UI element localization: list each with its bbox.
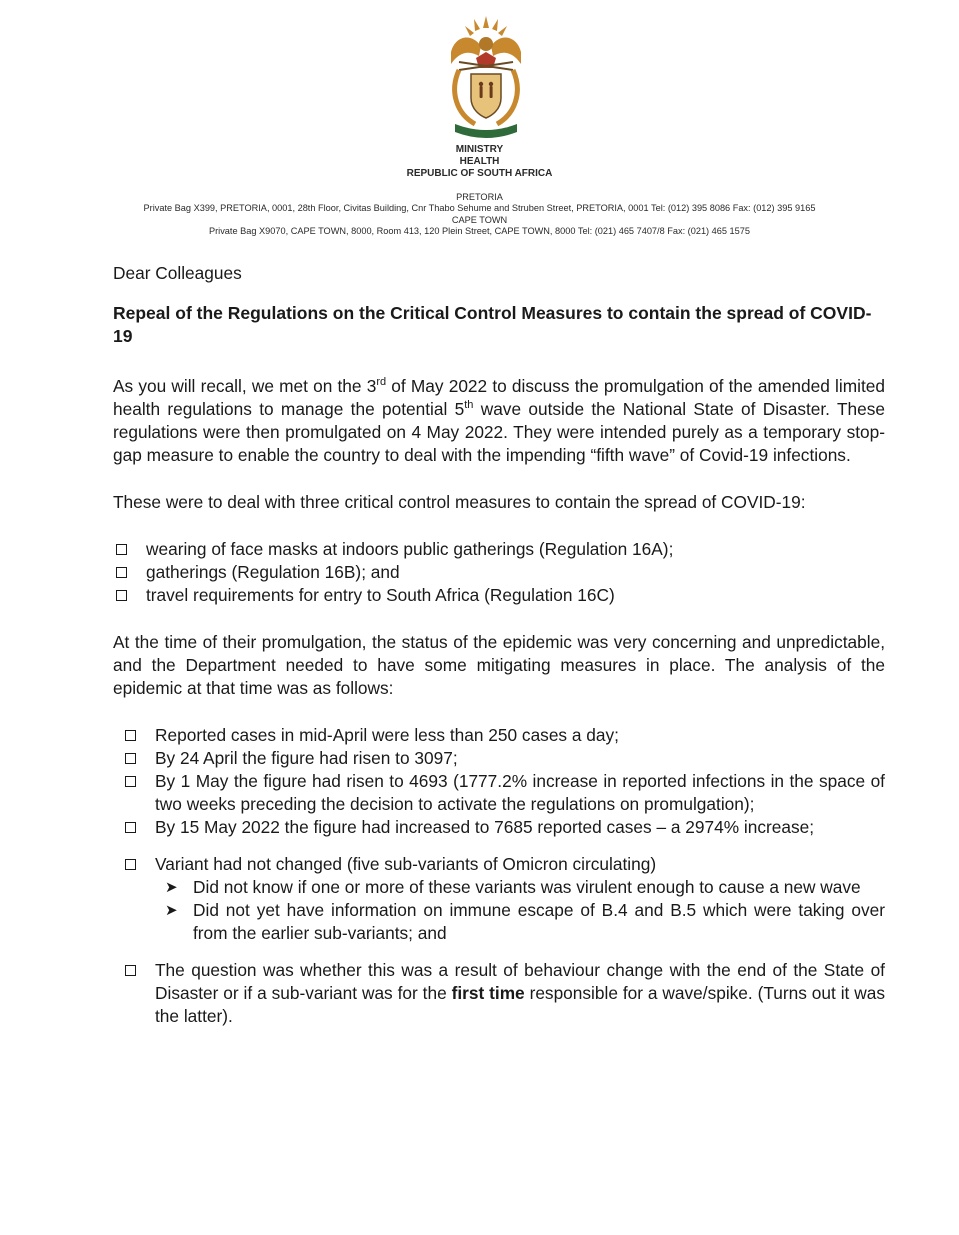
subject-heading: Repeal of the Regulations on the Critical Control Measures to contain the spread of COVID-19 bbox=[113, 303, 872, 346]
letter-body bbox=[113, 262, 885, 1052]
checkbox-bullet-icon bbox=[125, 753, 136, 764]
paragraph-analysis-intro: At the time of their promulgation, the status of the epidemic was very concerning and unpredictable, and the Department needed to have some mitigating measures in place. The analysis of the epidemic at that time was as follows: bbox=[113, 632, 885, 698]
list-item: By 1 May the figure had risen to 4693 (1777.2% increase in reported infections in the space of two weeks preceding the decision to activate the regulations on promulgation); bbox=[113, 770, 885, 816]
sub-list-item: ➤ Did not yet have information on immune escape of B.4 and B.5 which were taking over from the earlier sub-variants; and bbox=[165, 900, 885, 943]
checkbox-bullet-icon bbox=[125, 822, 136, 833]
variant-sublist bbox=[155, 876, 885, 945]
list-spacer bbox=[113, 945, 885, 959]
arrow-bullet-icon: ➤ bbox=[165, 879, 178, 896]
list-item: By 15 May 2022 the figure had increased to 7685 reported cases – a 2974% increase; bbox=[113, 816, 885, 839]
republic-label: REPUBLIC OF SOUTH AFRICA bbox=[406, 168, 553, 179]
list-item: By 24 April the figure had risen to 3097; bbox=[113, 747, 885, 770]
checkbox-bullet-icon bbox=[116, 590, 127, 601]
capetown-label: CAPE TOWN bbox=[451, 215, 508, 225]
list-item: The question was whether this was a result of behaviour change with the end of the State of Disaster or if a sub-variant was for the first time responsible for a wave/spike. (Turns out it was the latter). bbox=[113, 959, 885, 1028]
checkbox-bullet-icon bbox=[125, 730, 136, 741]
ministry-label: MINISTRY bbox=[455, 144, 504, 155]
list-item: travel requirements for entry to South Africa (Regulation 16C) bbox=[113, 584, 885, 607]
analysis-list bbox=[113, 724, 885, 1028]
list-item: gatherings (Regulation 16B); and bbox=[113, 561, 885, 584]
pretoria-label: PRETORIA bbox=[456, 192, 503, 202]
arrow-bullet-icon: ➤ bbox=[165, 902, 178, 919]
list-item: Variant had not changed (five sub-variants of Omicron circulating) ➤ Did not know if one or more of these variants was virulent enough to cause a new wave ➤ Did not yet have information on immune escape of B.4 and B.5 which were taking over from the earlier sub-variants; and bbox=[113, 853, 885, 945]
checkbox-bullet-icon bbox=[116, 567, 127, 578]
checkbox-bullet-icon bbox=[125, 859, 136, 870]
capetown-address: Private Bag X9070, CAPE TOWN, 8000, Room 413, 120 Plein Street, CAPE TOWN, 8000 Tel: (021) 465 7407/8 Fax: (021) 465 1575 bbox=[208, 226, 750, 236]
list-item: Reported cases in mid-April were less than 250 cases a day; bbox=[113, 724, 885, 747]
checkbox-bullet-icon bbox=[116, 544, 127, 555]
salutation: Dear Colleagues bbox=[113, 263, 242, 283]
checkbox-bullet-icon bbox=[125, 776, 136, 787]
pretoria-address: Private Bag X399, PRETORIA, 0001, 28th Floor, Civitas Building, Cnr Thabo Sehume and Struben Street, PRETORIA, 0001 Tel: (012) 395 8086 Fax: (012) 395 9165 bbox=[143, 203, 816, 213]
list-spacer bbox=[113, 839, 885, 853]
measures-list bbox=[113, 538, 885, 607]
sub-list-item: ➤ Did not know if one or more of these variants was virulent enough to cause a new wave bbox=[165, 877, 861, 897]
list-item: wearing of face masks at indoors public gatherings (Regulation 16A); bbox=[113, 538, 885, 561]
paragraph-measures-intro: These were to deal with three critical control measures to contain the spread of COVID-19: bbox=[113, 492, 806, 512]
health-label: HEALTH bbox=[459, 156, 500, 167]
coat-of-arms-icon bbox=[441, 12, 531, 142]
paragraph-recall: As you will recall, we met on the 3rd of May 2022 to discuss the promulgation of the amended limited health regulations to manage the potential 5th wave outside the National State of Disaster. These regulations were then promulgated on 4 May 2022. They were intended purely as a temporary stop-gap measure to enable the country to deal with the impending “fifth wave” of Covid-19 infections. bbox=[113, 376, 885, 465]
checkbox-bullet-icon bbox=[125, 965, 136, 976]
